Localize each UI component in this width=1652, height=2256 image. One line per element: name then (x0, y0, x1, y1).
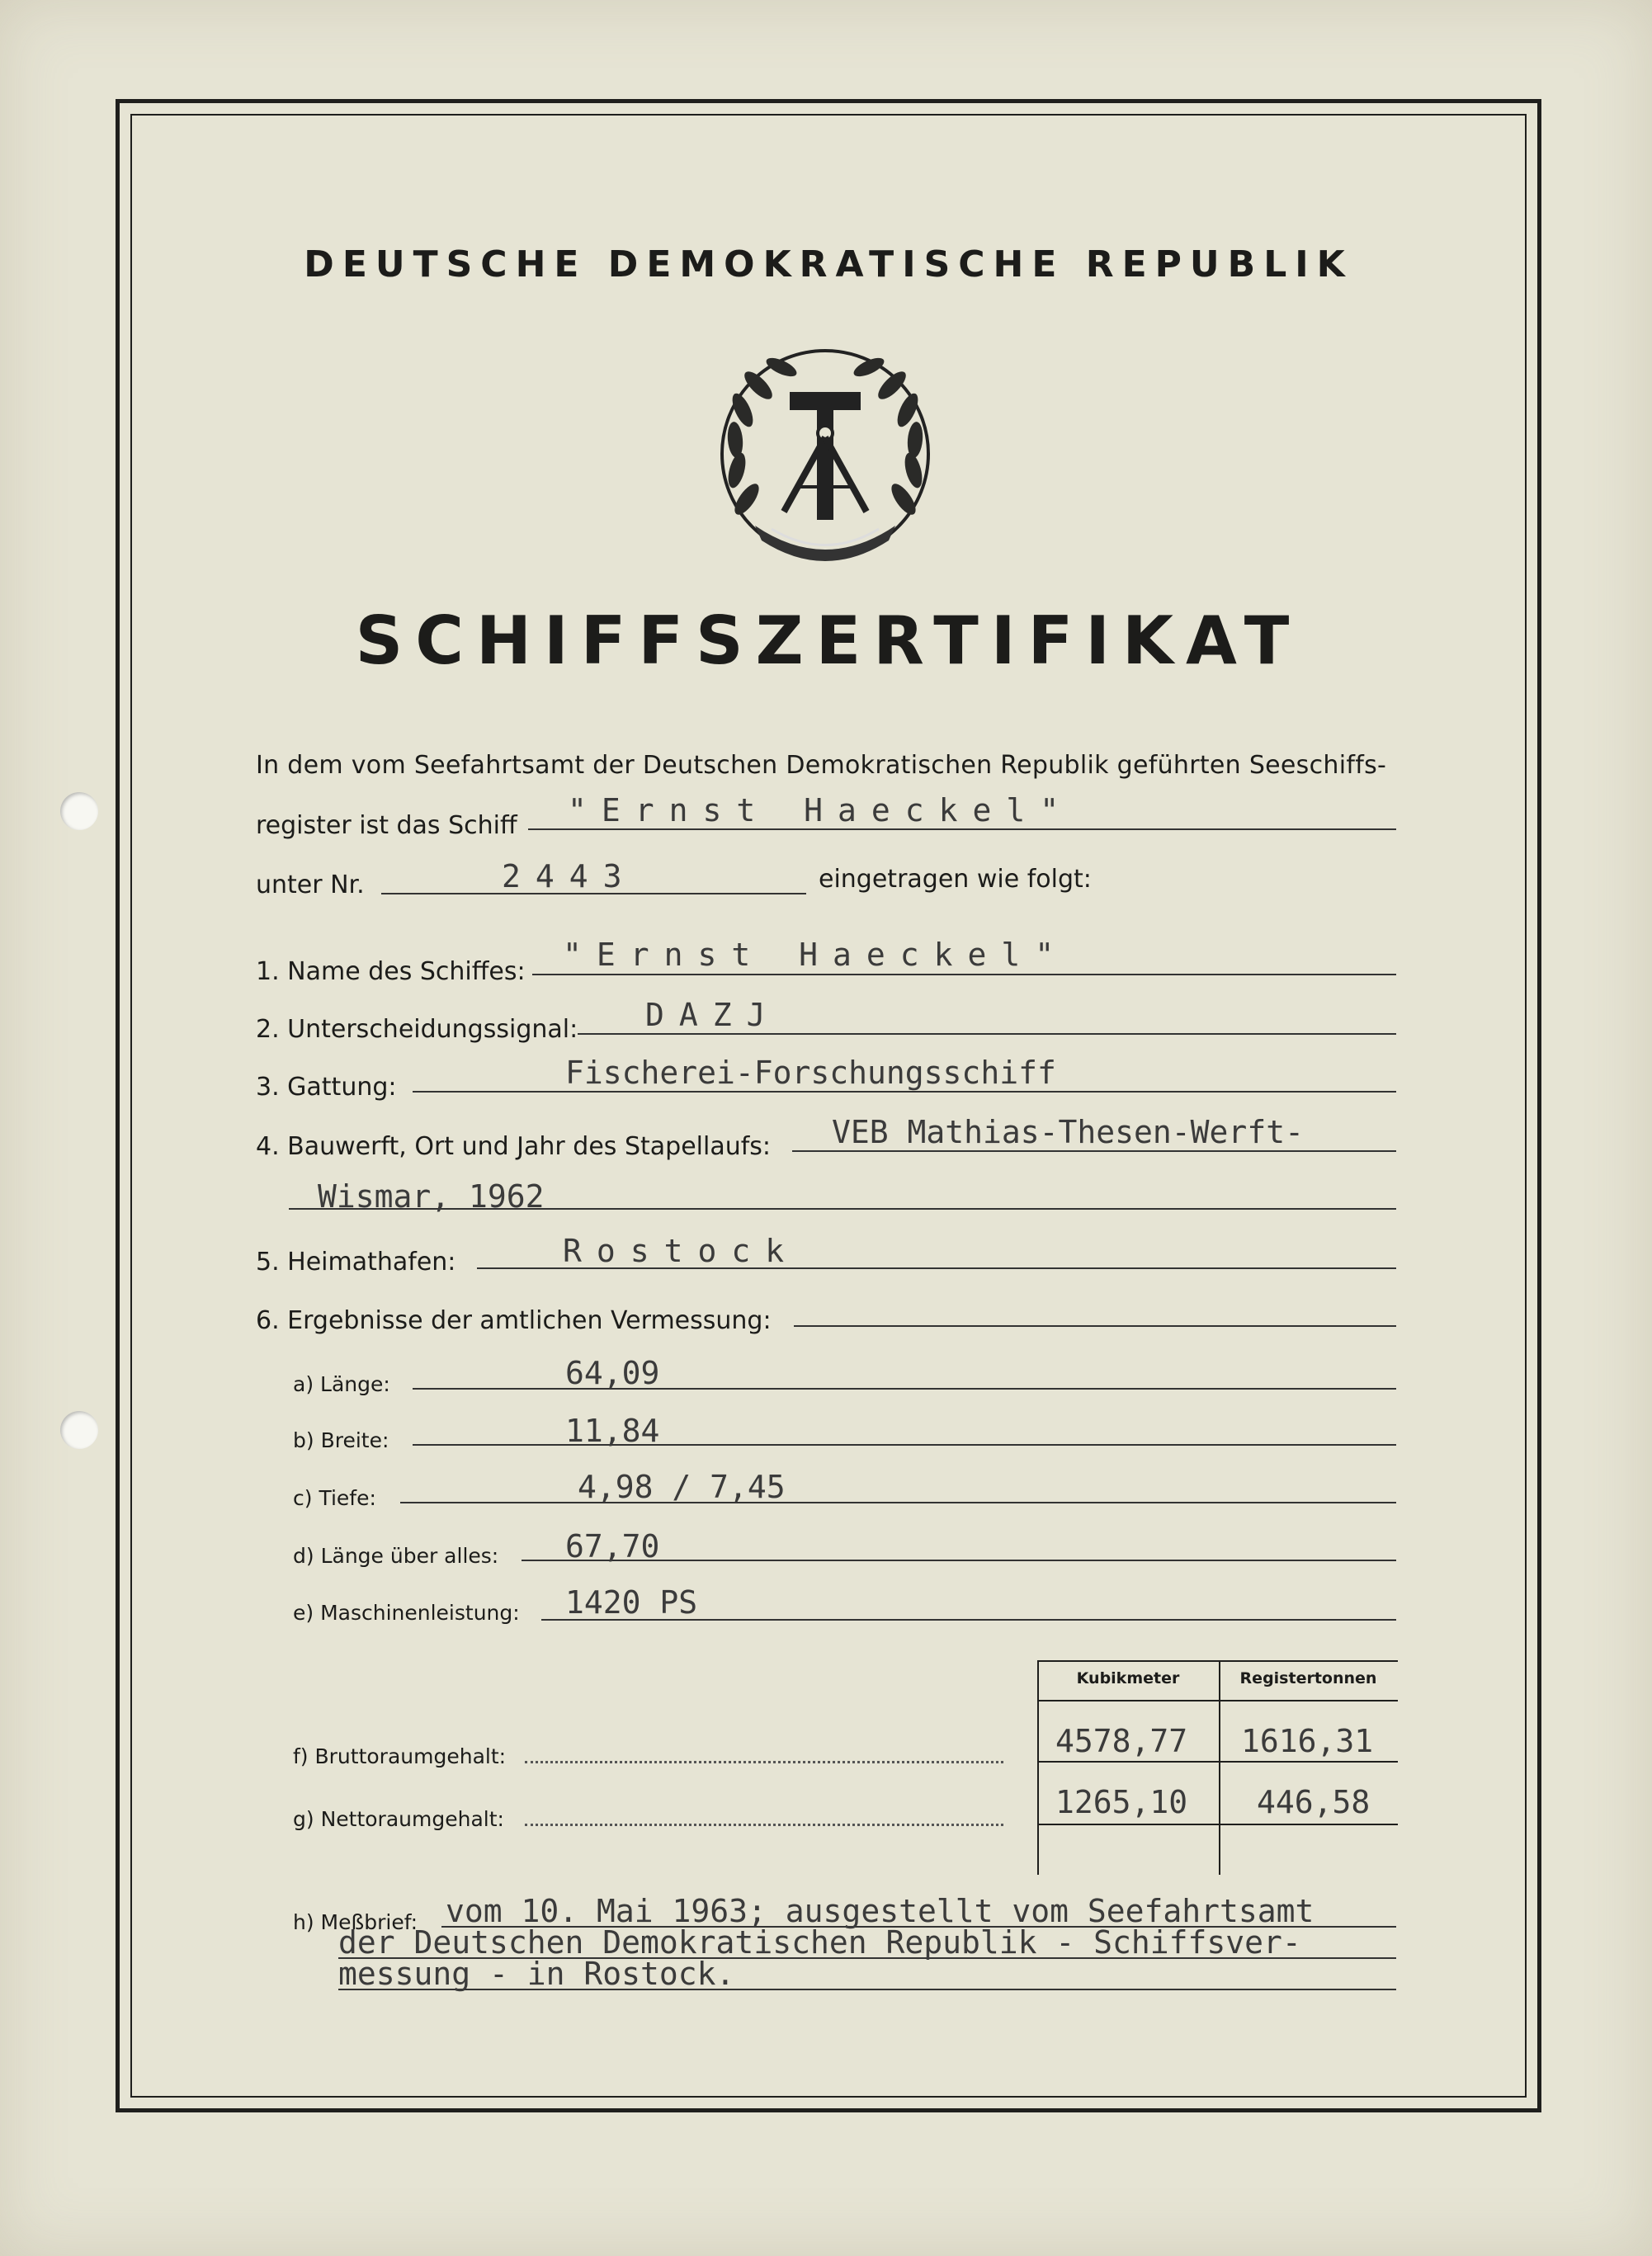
registered-label: eingetragen wie folgt: (819, 865, 1092, 894)
call-sign-label: 2. Unterscheidungssignal: (256, 1015, 578, 1044)
length-value: 64,09 (565, 1355, 660, 1391)
ship-name-underline (528, 828, 1396, 830)
depth-label: c) Tiefe: (293, 1486, 376, 1510)
table-header-rule (1037, 1700, 1398, 1701)
shipyard-underline-1 (792, 1150, 1396, 1152)
vessel-type-value: Fischerei-Forschungsschiff (565, 1055, 1056, 1091)
table-middle-rule (1219, 1660, 1220, 1875)
depth-underline (400, 1502, 1396, 1503)
certificate-line-2: der Deutschen Demokratischen Republik - Schiffsver- (338, 1924, 1301, 1961)
ship-name-value: "Ernst Haeckel" (568, 792, 1074, 828)
punch-hole-bottom (60, 1411, 98, 1449)
table-left-rule (1037, 1660, 1039, 1875)
ship-name-field-value: "Ernst Haeckel" (563, 937, 1069, 973)
country-heading: DEUTSCHE DEMOKRATISCHE REPUBLIK (304, 243, 1353, 286)
length-underline (413, 1388, 1396, 1390)
ship-name-field-label: 1. Name des Schiffes: (256, 957, 526, 986)
survey-results-underline (794, 1325, 1396, 1327)
gross-tonnage-label: f) Bruttoraumgehalt: (293, 1744, 507, 1768)
shipyard-value-line2: Wismar, 1962 (318, 1178, 545, 1215)
length-overall-value: 67,70 (565, 1528, 660, 1565)
register-number-label: unter Nr. (256, 871, 365, 899)
engine-power-value: 1420 PS (565, 1584, 698, 1621)
engine-power-label: e) Maschinenleistung: (293, 1601, 520, 1625)
net-tonnage-dots (525, 1824, 1003, 1826)
survey-results-label: 6. Ergebnisse der amtlichen Vermessung: (256, 1306, 772, 1335)
gross-register-value: 1616,31 (1241, 1723, 1374, 1759)
punch-hole-top (60, 792, 98, 830)
home-port-label: 5. Heimathafen: (256, 1248, 456, 1277)
table-top-rule (1037, 1660, 1398, 1662)
intro-register-label: register ist das Schiff (256, 811, 517, 840)
depth-value: 4,98 / 7,45 (578, 1469, 786, 1505)
width-underline (413, 1444, 1396, 1446)
gross-tonnage-dots (525, 1761, 1003, 1763)
certificate-line-3: messung - in Rostock. (338, 1956, 735, 1992)
intro-text: In dem vom Seefahrtsamt der Deutschen Demokratischen Republik geführten Seeschiffs- (256, 751, 1387, 780)
length-label: a) Länge: (293, 1372, 390, 1396)
net-row-underline (1037, 1824, 1398, 1825)
column-header-register-tons: Registertonnen (1239, 1669, 1377, 1687)
net-register-value: 446,58 (1257, 1784, 1371, 1820)
gross-cubic-value: 4578,77 (1055, 1723, 1188, 1759)
net-tonnage-label: g) Nettoraumgehalt: (293, 1807, 504, 1831)
tonnage-certificate-label: h) Meßbrief: (293, 1910, 418, 1934)
register-number-value: 2443 (502, 858, 637, 894)
vessel-type-underline (413, 1091, 1396, 1093)
shipyard-value-line1: VEB Mathias-Thesen-Werft- (832, 1114, 1304, 1150)
tonnage-table (1037, 1660, 1398, 1875)
gross-row-underline (1037, 1761, 1398, 1763)
ship-name-field-underline (532, 974, 1396, 975)
call-sign-value: DAZJ (645, 997, 781, 1033)
state-emblem-icon (706, 334, 945, 577)
certificate-line-1: vom 10. Mai 1963; ausgestellt vom Seefahrtsamt (446, 1893, 1315, 1929)
width-value: 11,84 (565, 1413, 660, 1449)
net-cubic-value: 1265,10 (1055, 1784, 1188, 1820)
home-port-value: Rostock (563, 1233, 800, 1269)
width-label: b) Breite: (293, 1428, 389, 1452)
column-header-cubic-meters: Kubikmeter (1076, 1669, 1180, 1687)
length-overall-label: d) Länge über alles: (293, 1544, 499, 1568)
document-title: SCHIFFSZERTIFIKAT (355, 602, 1302, 679)
shipyard-label: 4. Bauwerft, Ort und Jahr des Stapellaufs: (256, 1132, 772, 1161)
call-sign-underline (578, 1033, 1396, 1035)
vessel-type-label: 3. Gattung: (256, 1073, 397, 1102)
